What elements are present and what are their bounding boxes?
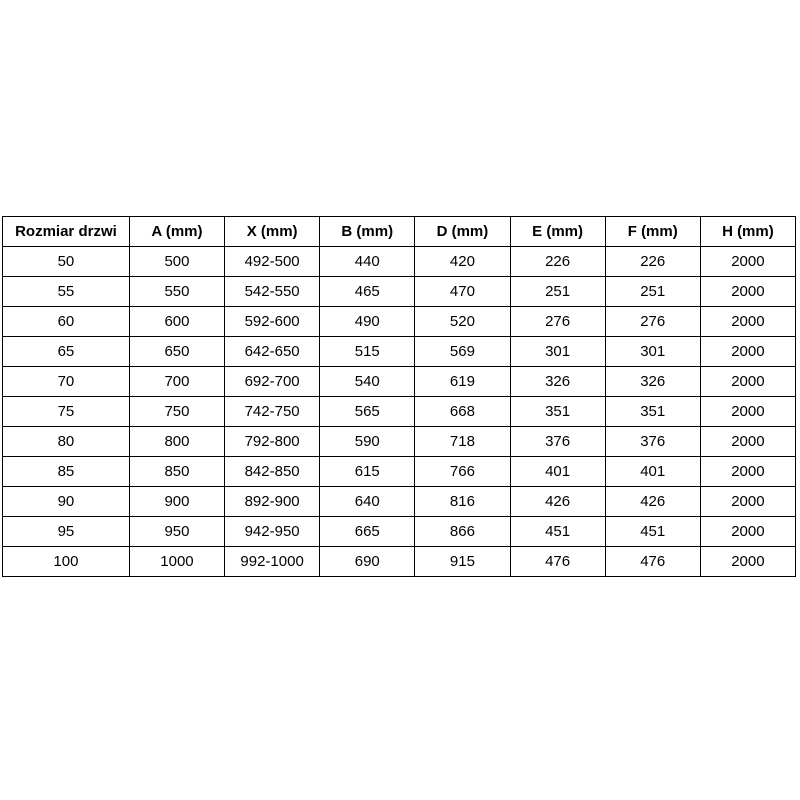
column-header: F (mm) bbox=[605, 217, 700, 247]
table-cell: 592-600 bbox=[225, 307, 320, 337]
table-cell: 1000 bbox=[129, 547, 224, 577]
table-cell: 100 bbox=[3, 547, 130, 577]
table-cell: 816 bbox=[415, 487, 510, 517]
table-row bbox=[3, 427, 796, 457]
table-cell: 590 bbox=[320, 427, 415, 457]
column-header: A (mm) bbox=[129, 217, 224, 247]
table-cell: 942-950 bbox=[225, 517, 320, 547]
column-header: E (mm) bbox=[510, 217, 605, 247]
column-header: D (mm) bbox=[415, 217, 510, 247]
table-cell: 426 bbox=[510, 487, 605, 517]
size-table-container bbox=[2, 216, 796, 577]
table-cell: 451 bbox=[605, 517, 700, 547]
table-cell: 892-900 bbox=[225, 487, 320, 517]
table-cell: 476 bbox=[605, 547, 700, 577]
table-cell: 650 bbox=[129, 337, 224, 367]
table-cell: 226 bbox=[510, 247, 605, 277]
table-cell: 326 bbox=[605, 367, 700, 397]
table-cell: 2000 bbox=[700, 307, 795, 337]
table-cell: 992-1000 bbox=[225, 547, 320, 577]
column-header: X (mm) bbox=[225, 217, 320, 247]
table-cell: 226 bbox=[605, 247, 700, 277]
table-cell: 55 bbox=[3, 277, 130, 307]
table-cell: 75 bbox=[3, 397, 130, 427]
table-cell: 276 bbox=[510, 307, 605, 337]
table-row bbox=[3, 487, 796, 517]
table-cell: 420 bbox=[415, 247, 510, 277]
table-cell: 95 bbox=[3, 517, 130, 547]
table-cell: 900 bbox=[129, 487, 224, 517]
table-row bbox=[3, 517, 796, 547]
table-cell: 550 bbox=[129, 277, 224, 307]
door-size-table bbox=[2, 216, 796, 577]
table-cell: 842-850 bbox=[225, 457, 320, 487]
table-cell: 766 bbox=[415, 457, 510, 487]
table-row bbox=[3, 307, 796, 337]
column-header: B (mm) bbox=[320, 217, 415, 247]
table-cell: 2000 bbox=[700, 367, 795, 397]
table-row bbox=[3, 457, 796, 487]
table-body bbox=[3, 247, 796, 577]
table-row bbox=[3, 397, 796, 427]
table-cell: 65 bbox=[3, 337, 130, 367]
table-cell: 2000 bbox=[700, 247, 795, 277]
table-cell: 2000 bbox=[700, 457, 795, 487]
table-cell: 440 bbox=[320, 247, 415, 277]
table-cell: 2000 bbox=[700, 337, 795, 367]
table-cell: 520 bbox=[415, 307, 510, 337]
table-cell: 2000 bbox=[700, 517, 795, 547]
table-row bbox=[3, 337, 796, 367]
table-cell: 326 bbox=[510, 367, 605, 397]
table-cell: 700 bbox=[129, 367, 224, 397]
table-cell: 615 bbox=[320, 457, 415, 487]
table-cell: 376 bbox=[510, 427, 605, 457]
table-cell: 600 bbox=[129, 307, 224, 337]
table-cell: 50 bbox=[3, 247, 130, 277]
table-cell: 251 bbox=[510, 277, 605, 307]
table-cell: 451 bbox=[510, 517, 605, 547]
table-cell: 640 bbox=[320, 487, 415, 517]
table-cell: 2000 bbox=[700, 277, 795, 307]
table-cell: 401 bbox=[510, 457, 605, 487]
table-cell: 351 bbox=[510, 397, 605, 427]
table-cell: 792-800 bbox=[225, 427, 320, 457]
table-cell: 426 bbox=[605, 487, 700, 517]
table-row bbox=[3, 277, 796, 307]
table-cell: 665 bbox=[320, 517, 415, 547]
table-cell: 750 bbox=[129, 397, 224, 427]
table-cell: 476 bbox=[510, 547, 605, 577]
table-cell: 850 bbox=[129, 457, 224, 487]
table-cell: 2000 bbox=[700, 427, 795, 457]
table-cell: 642-650 bbox=[225, 337, 320, 367]
table-cell: 301 bbox=[510, 337, 605, 367]
table-header-row bbox=[3, 217, 796, 247]
table-cell: 668 bbox=[415, 397, 510, 427]
table-cell: 500 bbox=[129, 247, 224, 277]
table-cell: 492-500 bbox=[225, 247, 320, 277]
table-cell: 401 bbox=[605, 457, 700, 487]
table-cell: 251 bbox=[605, 277, 700, 307]
table-cell: 470 bbox=[415, 277, 510, 307]
table-cell: 866 bbox=[415, 517, 510, 547]
table-cell: 742-750 bbox=[225, 397, 320, 427]
table-cell: 80 bbox=[3, 427, 130, 457]
table-cell: 565 bbox=[320, 397, 415, 427]
table-cell: 70 bbox=[3, 367, 130, 397]
table-cell: 569 bbox=[415, 337, 510, 367]
table-cell: 718 bbox=[415, 427, 510, 457]
table-cell: 515 bbox=[320, 337, 415, 367]
table-row bbox=[3, 547, 796, 577]
column-header: Rozmiar drzwi bbox=[3, 217, 130, 247]
table-cell: 490 bbox=[320, 307, 415, 337]
table-cell: 692-700 bbox=[225, 367, 320, 397]
table-row bbox=[3, 367, 796, 397]
table-cell: 351 bbox=[605, 397, 700, 427]
table-row bbox=[3, 247, 796, 277]
table-cell: 950 bbox=[129, 517, 224, 547]
table-cell: 376 bbox=[605, 427, 700, 457]
table-cell: 2000 bbox=[700, 547, 795, 577]
table-cell: 60 bbox=[3, 307, 130, 337]
table-cell: 2000 bbox=[700, 487, 795, 517]
table-cell: 301 bbox=[605, 337, 700, 367]
table-cell: 465 bbox=[320, 277, 415, 307]
table-cell: 619 bbox=[415, 367, 510, 397]
table-cell: 915 bbox=[415, 547, 510, 577]
table-cell: 90 bbox=[3, 487, 130, 517]
table-cell: 800 bbox=[129, 427, 224, 457]
table-cell: 2000 bbox=[700, 397, 795, 427]
column-header: H (mm) bbox=[700, 217, 795, 247]
table-cell: 540 bbox=[320, 367, 415, 397]
table-cell: 276 bbox=[605, 307, 700, 337]
table-cell: 690 bbox=[320, 547, 415, 577]
table-cell: 542-550 bbox=[225, 277, 320, 307]
table-cell: 85 bbox=[3, 457, 130, 487]
